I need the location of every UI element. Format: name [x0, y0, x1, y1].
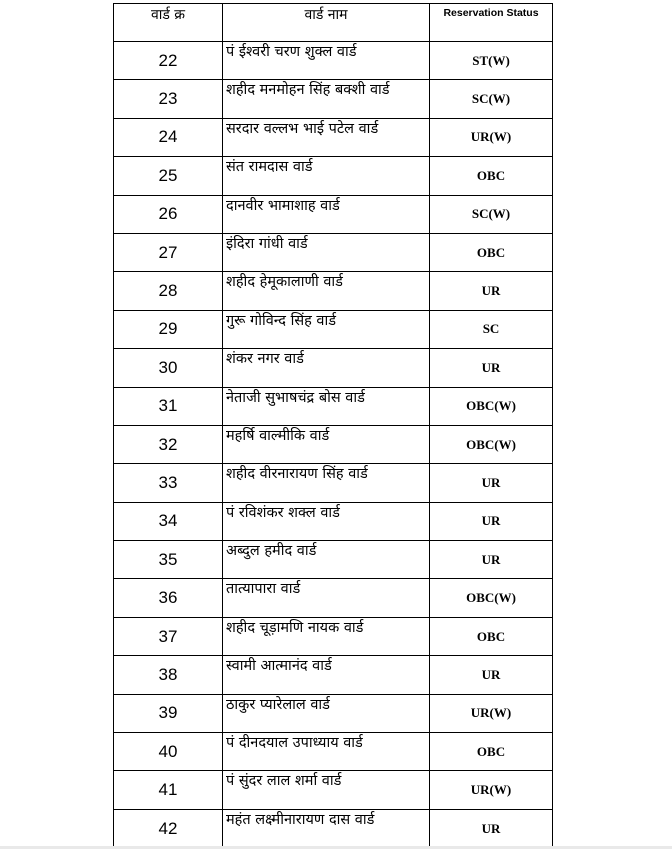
ward-number-cell: 36	[114, 579, 223, 617]
table-row	[114, 694, 553, 732]
ward-number-cell: 35	[114, 541, 223, 579]
table-row	[114, 80, 553, 118]
reservation-status-cell: OBC	[430, 733, 553, 771]
ward-name-cell: महर्षि वाल्मीकि वार्ड	[223, 425, 430, 463]
ward-name-cell: ठाकुर प्यारेलाल वार्ड	[223, 694, 430, 732]
ward-number-cell: 25	[114, 157, 223, 195]
ward-name-cell: संत रामदास वार्ड	[223, 157, 430, 195]
ward-number-cell: 39	[114, 694, 223, 732]
table-row	[114, 502, 553, 540]
reservation-status-cell: UR	[430, 656, 553, 694]
reservation-status-cell: UR	[430, 809, 553, 847]
table-row	[114, 733, 553, 771]
table-row	[114, 464, 553, 502]
ward-number-cell: 37	[114, 617, 223, 655]
ward-name-cell: अब्दुल हमीद वार्ड	[223, 541, 430, 579]
reservation-status-cell: SC	[430, 310, 553, 348]
ward-number-cell: 40	[114, 733, 223, 771]
ward-number-cell: 27	[114, 233, 223, 271]
ward-name-cell: दानवीर भामाशाह वार्ड	[223, 195, 430, 233]
table-row	[114, 425, 553, 463]
reservation-status-cell: UR	[430, 349, 553, 387]
ward-name-cell: सरदार वल्लभ भाई पटेल वार्ड	[223, 118, 430, 156]
reservation-status-cell: SC(W)	[430, 195, 553, 233]
ward-name-cell: शहीद हेमूकालाणी वार्ड	[223, 272, 430, 310]
table-row	[114, 233, 553, 271]
table-row	[114, 118, 553, 156]
table-row	[114, 579, 553, 617]
table-row	[114, 272, 553, 310]
ward-name-cell: शहीद चूड़ामणि नायक वार्ड	[223, 617, 430, 655]
ward-number-cell: 38	[114, 656, 223, 694]
reservation-status-cell: OBC	[430, 157, 553, 195]
ward-number-cell: 22	[114, 42, 223, 80]
table-row	[114, 656, 553, 694]
ward-name-cell: पं सुंदर लाल शर्मा वार्ड	[223, 771, 430, 809]
reservation-status-cell: UR(W)	[430, 771, 553, 809]
ward-name-cell: शहीद मनमोहन सिंह बक्शी वार्ड	[223, 80, 430, 118]
ward-number-cell: 41	[114, 771, 223, 809]
ward-reservation-table	[113, 3, 553, 848]
header-reservation-status: Reservation Status	[430, 4, 553, 42]
ward-name-cell: महंत लक्ष्मीनारायण दास वार्ड	[223, 809, 430, 847]
header-ward-name: वार्ड नाम	[223, 4, 430, 42]
ward-name-cell: नेताजी सुभाषचंद्र बोस वार्ड	[223, 387, 430, 425]
table-body	[114, 42, 553, 848]
ward-number-cell: 30	[114, 349, 223, 387]
ward-name-cell: पं ईश्वरी चरण शुक्ल वार्ड	[223, 42, 430, 80]
ward-number-cell: 26	[114, 195, 223, 233]
table-header-row	[114, 4, 553, 42]
reservation-status-cell: UR	[430, 464, 553, 502]
reservation-status-cell: OBC(W)	[430, 579, 553, 617]
ward-name-cell: गुरू गोविन्द सिंह वार्ड	[223, 310, 430, 348]
ward-number-cell: 31	[114, 387, 223, 425]
reservation-status-cell: OBC	[430, 233, 553, 271]
ward-name-cell: शंकर नगर वार्ड	[223, 349, 430, 387]
ward-reservation-table-container	[113, 3, 553, 848]
reservation-status-cell: OBC	[430, 617, 553, 655]
ward-name-cell: पं दीनदयाल उपाध्याय वार्ड	[223, 733, 430, 771]
table-row	[114, 541, 553, 579]
table-row	[114, 349, 553, 387]
reservation-status-cell: SC(W)	[430, 80, 553, 118]
reservation-status-cell: ST(W)	[430, 42, 553, 80]
reservation-status-cell: UR(W)	[430, 118, 553, 156]
table-row	[114, 310, 553, 348]
table-row	[114, 771, 553, 809]
ward-number-cell: 42	[114, 809, 223, 847]
ward-number-cell: 34	[114, 502, 223, 540]
table-row	[114, 42, 553, 80]
reservation-status-cell: UR	[430, 272, 553, 310]
ward-number-cell: 23	[114, 80, 223, 118]
table-row	[114, 157, 553, 195]
header-ward-no: वार्ड क्र	[114, 4, 223, 42]
table-row	[114, 617, 553, 655]
table-row	[114, 809, 553, 847]
ward-name-cell: शहीद वीरनारायण सिंह वार्ड	[223, 464, 430, 502]
table-row	[114, 195, 553, 233]
reservation-status-cell: UR(W)	[430, 694, 553, 732]
ward-number-cell: 32	[114, 425, 223, 463]
table-row	[114, 387, 553, 425]
ward-number-cell: 28	[114, 272, 223, 310]
reservation-status-cell: UR	[430, 502, 553, 540]
ward-number-cell: 33	[114, 464, 223, 502]
ward-name-cell: तात्यापारा वार्ड	[223, 579, 430, 617]
ward-number-cell: 29	[114, 310, 223, 348]
reservation-status-cell: UR	[430, 541, 553, 579]
ward-name-cell: इंदिरा गांधी वार्ड	[223, 233, 430, 271]
ward-number-cell: 24	[114, 118, 223, 156]
reservation-status-cell: OBC(W)	[430, 387, 553, 425]
ward-name-cell: स्वामी आत्मानंद वार्ड	[223, 656, 430, 694]
reservation-status-cell: OBC(W)	[430, 425, 553, 463]
ward-name-cell: पं रविशंकर शक्ल वार्ड	[223, 502, 430, 540]
